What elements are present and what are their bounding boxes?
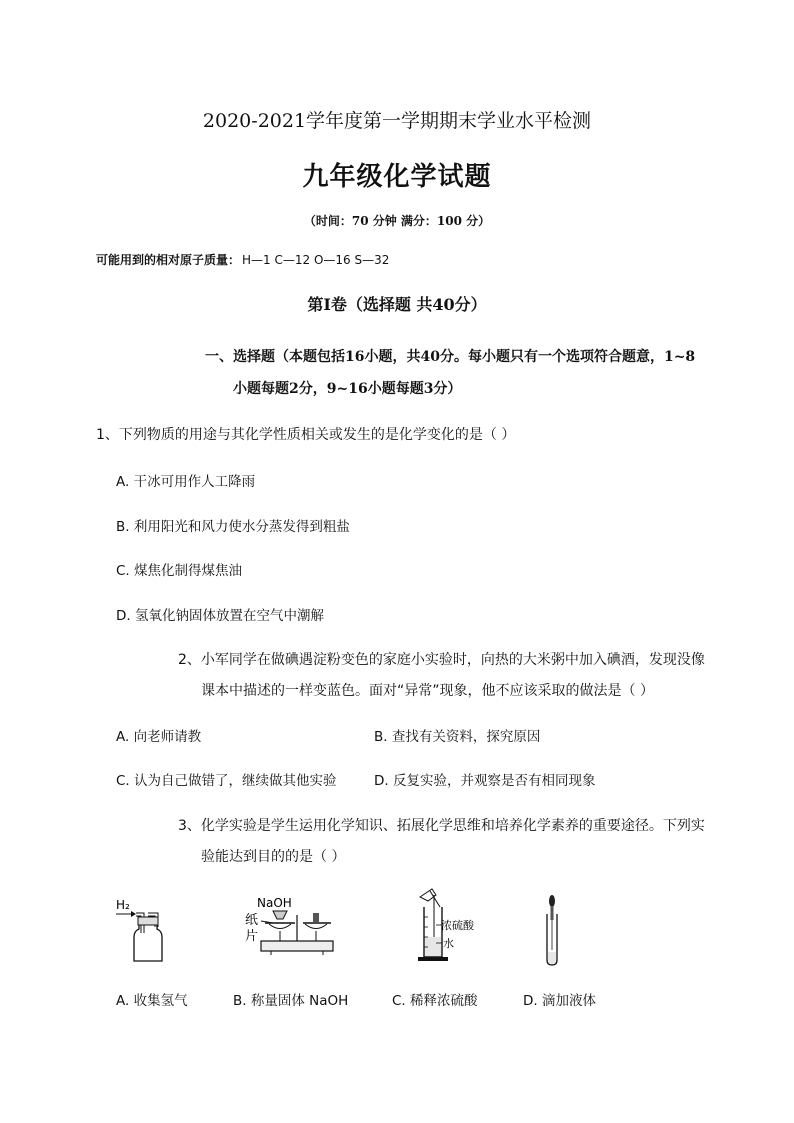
atomic-mass-label: 可能用到的相对原子质量： bbox=[96, 253, 241, 267]
question-3-option-a: A. 收集氢气 bbox=[116, 993, 188, 1009]
figure-d-dropper bbox=[536, 890, 568, 970]
part1-title: 第Ⅰ卷（选择题 共40分） bbox=[307, 295, 487, 314]
figure-d-liquid bbox=[548, 952, 556, 964]
figure-c-water-label: 水 bbox=[443, 937, 454, 950]
figure-a-stopper bbox=[138, 917, 158, 925]
question-3-stem-line1: 3、化学实验是学生运用化学知识、拓展化学思维和培养化学素养的重要途径。下列实 bbox=[178, 818, 705, 834]
figure-b-reagent-label: NaOH bbox=[257, 896, 292, 910]
figure-c-base bbox=[418, 957, 448, 961]
question-1-option-c: C. 煤焦化制得煤焦油 bbox=[116, 563, 243, 579]
figure-d-dropper-bulb bbox=[549, 895, 555, 907]
figure-b-paper-label-2: 片 bbox=[245, 929, 259, 944]
exam-meta: （时间：70 分钟 满分：100 分） bbox=[303, 214, 491, 228]
question-2-stem-line1: 2、小军同学在做碘遇淀粉变色的家庭小实验时，向热的大米粥中加入碘酒，发现没像 bbox=[178, 652, 705, 668]
figure-b-balance bbox=[243, 893, 338, 968]
figure-b-base bbox=[261, 941, 333, 951]
figure-b-pan-right bbox=[305, 924, 327, 929]
exam-subject: 九年级化学试题 bbox=[302, 162, 492, 192]
question-3-option-d: D. 滴加液体 bbox=[523, 993, 596, 1009]
figure-c-acid-label: 浓硫酸 bbox=[441, 919, 474, 932]
question-1-option-b: B. 利用阳光和风力使水分蒸发得到粗盐 bbox=[116, 519, 350, 535]
question-3-option-c: C. 稀释浓硫酸 bbox=[392, 993, 478, 1009]
question-2-option-c: C. 认为自己做错了，继续做其他实验 bbox=[116, 773, 337, 789]
atomic-mass-values: H—1 C—12 O—16 S—32 bbox=[242, 253, 390, 267]
figure-b-sample-pile bbox=[273, 911, 287, 919]
question-2-option-d: D. 反复实验，并观察是否有相同现象 bbox=[374, 773, 596, 789]
figure-a-arrow-head bbox=[131, 911, 136, 917]
figure-b-paper-label-1: 纸 bbox=[245, 913, 259, 928]
question-2-option-b: B. 查找有关资料，探究原因 bbox=[374, 729, 541, 745]
question-3-option-b: B. 称量固体 NaOH bbox=[233, 993, 349, 1009]
question-3-stem-line2: 验能达到目的的是（ ） bbox=[201, 849, 346, 865]
figure-a-gas-label: H₂ bbox=[116, 898, 130, 912]
question-1-option-a: A. 干冰可用作人工降雨 bbox=[116, 474, 256, 490]
exam-title: 2020-2021学年度第一学期期末学业水平检测 bbox=[202, 110, 592, 132]
question-1-option-d: D. 氢氧化钠固体放置在空气中潮解 bbox=[116, 608, 324, 624]
figure-a-bottle bbox=[134, 925, 162, 961]
figure-a-gas-collection bbox=[112, 893, 172, 968]
figure-d-dropper-tube bbox=[551, 906, 554, 920]
figure-c-dilution bbox=[410, 885, 480, 970]
section-heading-line1: 一、选择题（本题包括16小题，共40分。每小题只有一个选项符合题意，1~8 bbox=[205, 349, 696, 365]
question-2-stem-line2: 课本中描述的一样变蓝色。面对“异常”现象，他不应该采取的做法是（ ） bbox=[201, 683, 654, 699]
section-heading-line2: 小题每题2分，9~16小题每题3分） bbox=[233, 381, 462, 397]
question-1-stem: 1、下列物质的用途与其化学性质相关或发生的是化学变化的是（ ） bbox=[96, 427, 516, 443]
atomic-mass-line bbox=[96, 251, 389, 268]
figure-b-weight bbox=[313, 913, 319, 922]
figure-b-pan-left bbox=[269, 924, 291, 929]
question-2-option-a: A. 向老师请教 bbox=[116, 729, 202, 745]
figure-c-liquid bbox=[425, 937, 441, 956]
